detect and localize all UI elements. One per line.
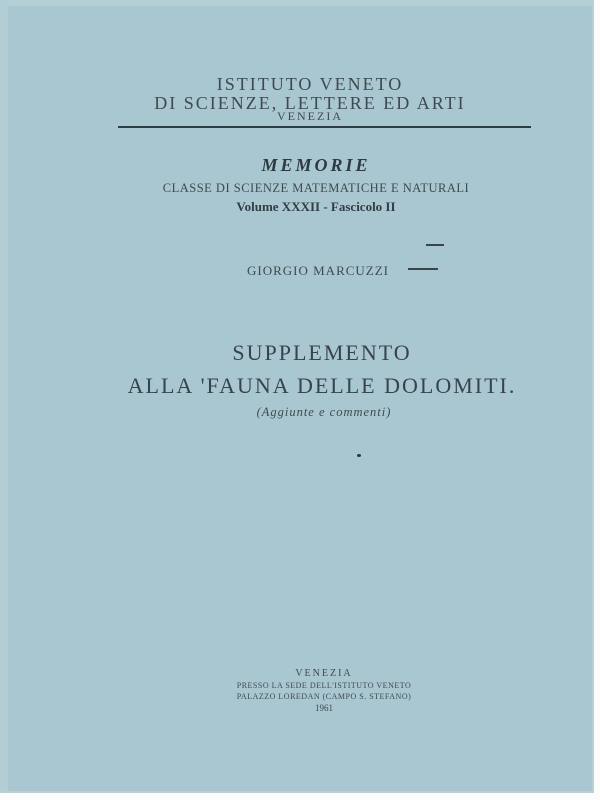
institute-name-line2: DI SCIENZE, LETTERE ED ARTI bbox=[154, 93, 466, 113]
publisher-city: VENEZIA bbox=[295, 668, 353, 679]
ornament-dot bbox=[357, 454, 361, 457]
print-mark bbox=[408, 268, 438, 270]
publisher-address-line1: PRESSO LA SEDE DELL'ISTITUTO VENETO bbox=[236, 681, 412, 690]
volume-info: Volume XXXII - Fascicolo II bbox=[236, 199, 396, 214]
series-title: MEMORIE bbox=[261, 155, 371, 175]
publisher-address-line2: PALAZZO LOREDAN (CAMPO S. STEFANO) bbox=[236, 692, 412, 701]
print-mark bbox=[426, 244, 444, 246]
series-class: CLASSE DI SCIENZE MATEMATICHE E NATURALI bbox=[162, 181, 470, 195]
author-name: GIORGIO MARCUZZI bbox=[246, 263, 390, 278]
cover-top-edge bbox=[0, 0, 592, 6]
institute-city: VENEZIA bbox=[277, 109, 343, 123]
header-rule bbox=[118, 126, 531, 128]
work-title-line1: SUPPLEMENTO bbox=[232, 340, 412, 365]
publication-year: 1961 bbox=[315, 703, 333, 713]
work-subtitle: (Aggiunte e commenti) bbox=[256, 405, 392, 419]
work-title-line2: ALLA 'FAUNA DELLE DOLOMITI. bbox=[127, 373, 517, 398]
cover-left-edge bbox=[0, 0, 8, 791]
institute-name-line1: ISTITUTO VENETO bbox=[216, 74, 404, 94]
